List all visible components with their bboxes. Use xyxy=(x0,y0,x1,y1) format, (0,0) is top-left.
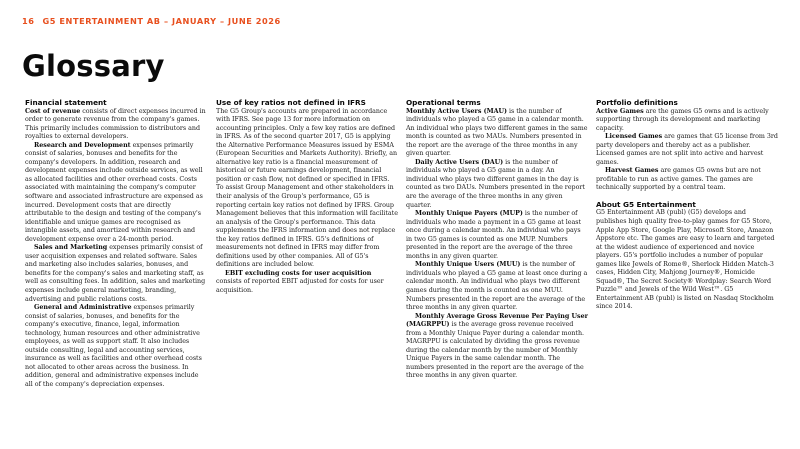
definition-general-administrative: expenses primarily consist of salaries, bonuses, and benefits for the company's executive, finance, legal, information technology, human resources and other administrative employees, as well as support staff. It also includes outside consulting, legal and accounting services, insurance as well as facilities and other overhead costs not allocated to other areas across the business. In addition, general and administrative expenses include all of the company's depreciation expenses. xyxy=(25,304,202,388)
term-dau: Daily Active Users (DAU) xyxy=(415,158,504,166)
page-title: Glossary xyxy=(22,49,165,83)
term-sales-marketing: Sales and Marketing xyxy=(34,244,108,252)
definition-sales-marketing: expenses primarily consist of user acquisition expenses and related software. Sales and marketing also includes salaries, bonuses, and benefits for the company's sales and marketing staff, as well as consulting fees. In addition, sales and marketing expenses include general marketing, branding, advertising and public relations costs. xyxy=(25,244,206,303)
paragraph-mau xyxy=(406,108,588,159)
definition-research-development: expenses primarily consist of salaries, bonuses and benefits for the company's developers. In addition, research and development expenses include outside services, as well as allocated facilities and other overhead costs. Costs associated with maintaining the company's computer software and associated infrastructure are expensed as incurred. Development costs that are directly attributable to the design and testing of the company's identifiable and unique games are recognised as intangible assets, and amortized within research and development expense over a 24-month period. xyxy=(25,141,203,243)
section-heading-operational-terms: Operational terms xyxy=(406,98,481,107)
definition-mau: is the number of individuals who played a G5 game in a calendar month. An individual who plays two different games in the same month is counted as two MAUs. Numbers presented in the report are the average of the three months in any given quarter. xyxy=(406,107,588,158)
definition-harvest-games: are games G5 owns but are not profitable to run as active games. The games are technically supported by a central team. xyxy=(596,167,761,192)
definition-mup: is the number of individuals who made a payment in a G5 game at least once during a calendar month. An individual who pays in two G5 games is counted as one MUP. Numbers presented in the report are the average of the three months in any given quarter. xyxy=(406,210,582,260)
section-heading-financial-statement: Financial statement xyxy=(25,98,107,107)
definition-cost-of-revenue: consists of direct expenses incurred in order to generate revenue from the company's games. This primarily includes commission to distributors and royalties to external developers. xyxy=(25,107,206,141)
paragraph-licensed-games xyxy=(596,133,778,167)
paragraph-key-ratios-intro: The G5 Group's accounts are prepared in accordance with IFRS. See page 13 for more information on accounting principles. Only a few key ratios are defined in IFRS. As of the second quarter 2017, G5 is applying the Alternative Performance Measures issued by ESMA (European Securities and Markets Authority). Briefly, an alternative key ratio is a financial measurement of historical or future earnings development, financial position or cash flow, not defined or specified in IFRS. To assist Group Management and other stakeholders in their analysis of the Group's performance, G5 is reporting certain key ratios not defined by IFRS. Group Management believes that this information will facilitate an analysis of the Group's performance. This data supplements the IFRS information and does not replace the key ratios defined in IFRS. G5's definitions of measurements not defined in IFRS may differ from definitions used by other companies. All of G5's definitions are included below. xyxy=(216,107,398,269)
term-mau: Monthly Active Users (MAU) xyxy=(406,107,507,115)
page-number: 16 xyxy=(22,16,35,26)
paragraph-about-g5: G5 Entertainment AB (publ) (G5) develops and publishes high quality free-to-play games for G5 Store, Apple App Store, Google Play, Microsoft Store, Amazon Appstore etc. The games are easy to learn and targeted at the widest audience of experienced and novice players. G5's portfolio includes a number of popular games like Jewels of Rome®, Sherlock Hidden Match-3 cases, Hidden City, Mahjong Journey®, Homicide Squad®, The Secret Society® Wordplay: Search Word Puzzle™ and Jewels of the Wild West™. G5 Entertainment AB (publ) is listed on Nasdaq Stockholm since 2014. xyxy=(596,209,775,311)
paragraph-dau xyxy=(406,159,588,210)
term-general-administrative: General and Administrative xyxy=(34,304,132,312)
definition-muu: is the number of individuals who played a G5 game at least once during a calendar month. An individual who plays two different games during the month is counted as one MUU. Numbers presented in the report are the average of the three months in any given quarter. xyxy=(406,261,588,312)
column-financial-statement xyxy=(25,98,207,390)
column-operational-terms xyxy=(406,98,588,381)
paragraph-general-administrative xyxy=(25,304,207,389)
term-cost-of-revenue: Cost of revenue xyxy=(25,107,81,115)
term-harvest-games: Harvest Games xyxy=(605,167,659,175)
paragraph-mup xyxy=(406,210,588,261)
definition-ebit-excl-ua: consists of reported EBIT adjusted for costs for user acquisition. xyxy=(216,278,384,294)
section-heading-portfolio: Portfolio definitions xyxy=(596,98,678,107)
paragraph-magrppu xyxy=(406,313,588,381)
term-licensed-games: Licensed Games xyxy=(605,133,663,141)
column-key-ratios xyxy=(216,98,398,296)
section-heading-key-ratios: Use of key ratios not defined in IFRS xyxy=(216,98,366,107)
column-portfolio-about xyxy=(596,98,778,312)
definition-magrppu: is the average gross revenue received from a Monthly Unique Payer during a calendar month. MAGRPPU is calculated by dividing the gross revenue during the calendar month by the number of Monthly Unique Payers in the same calendar month. The numbers presented in the report are the average of the three months in any given quarter. xyxy=(406,321,585,380)
paragraph-active-games xyxy=(596,108,778,134)
page-header xyxy=(22,15,281,27)
definition-dau: is the number of individuals who played a G5 game in a day. An individual who plays two different games in the day is counted as two DAUs. Numbers presented in the report are the average of the three months in any given quarter. xyxy=(406,158,585,209)
paragraph-cost-of-revenue xyxy=(25,108,207,142)
section-heading-about: About G5 Entertainment xyxy=(596,199,696,209)
definition-active-games: are the games G5 owns and is actively supporting through its development and marketing capacity. xyxy=(596,107,769,132)
definition-licensed-games: are games that G5 license from 3rd party developers and thereby act as a publisher. Licensed games are not split into active and harvest games. xyxy=(596,133,778,166)
term-active-games: Active Games xyxy=(596,107,644,115)
paragraph-ebit xyxy=(216,270,398,296)
term-research-development: Research and Development xyxy=(34,141,131,149)
term-ebit-excl-ua: EBIT excluding costs for user acquisition xyxy=(225,269,372,277)
paragraph-sales-marketing xyxy=(25,244,207,304)
term-muu: Monthly Unique Users (MUU) xyxy=(415,261,521,269)
paragraph-harvest-games xyxy=(596,167,778,193)
term-magrppu: Monthly Average Gross Revenue Per Paying User (MAGRPPU) xyxy=(406,312,588,329)
term-mup: Monthly Unique Payers (MUP) xyxy=(415,210,523,218)
paragraph-muu xyxy=(406,261,588,312)
paragraph-research-development xyxy=(25,142,207,245)
report-title: G5 ENTERTAINMENT AB – JANUARY – JUNE 2026 xyxy=(42,16,281,26)
